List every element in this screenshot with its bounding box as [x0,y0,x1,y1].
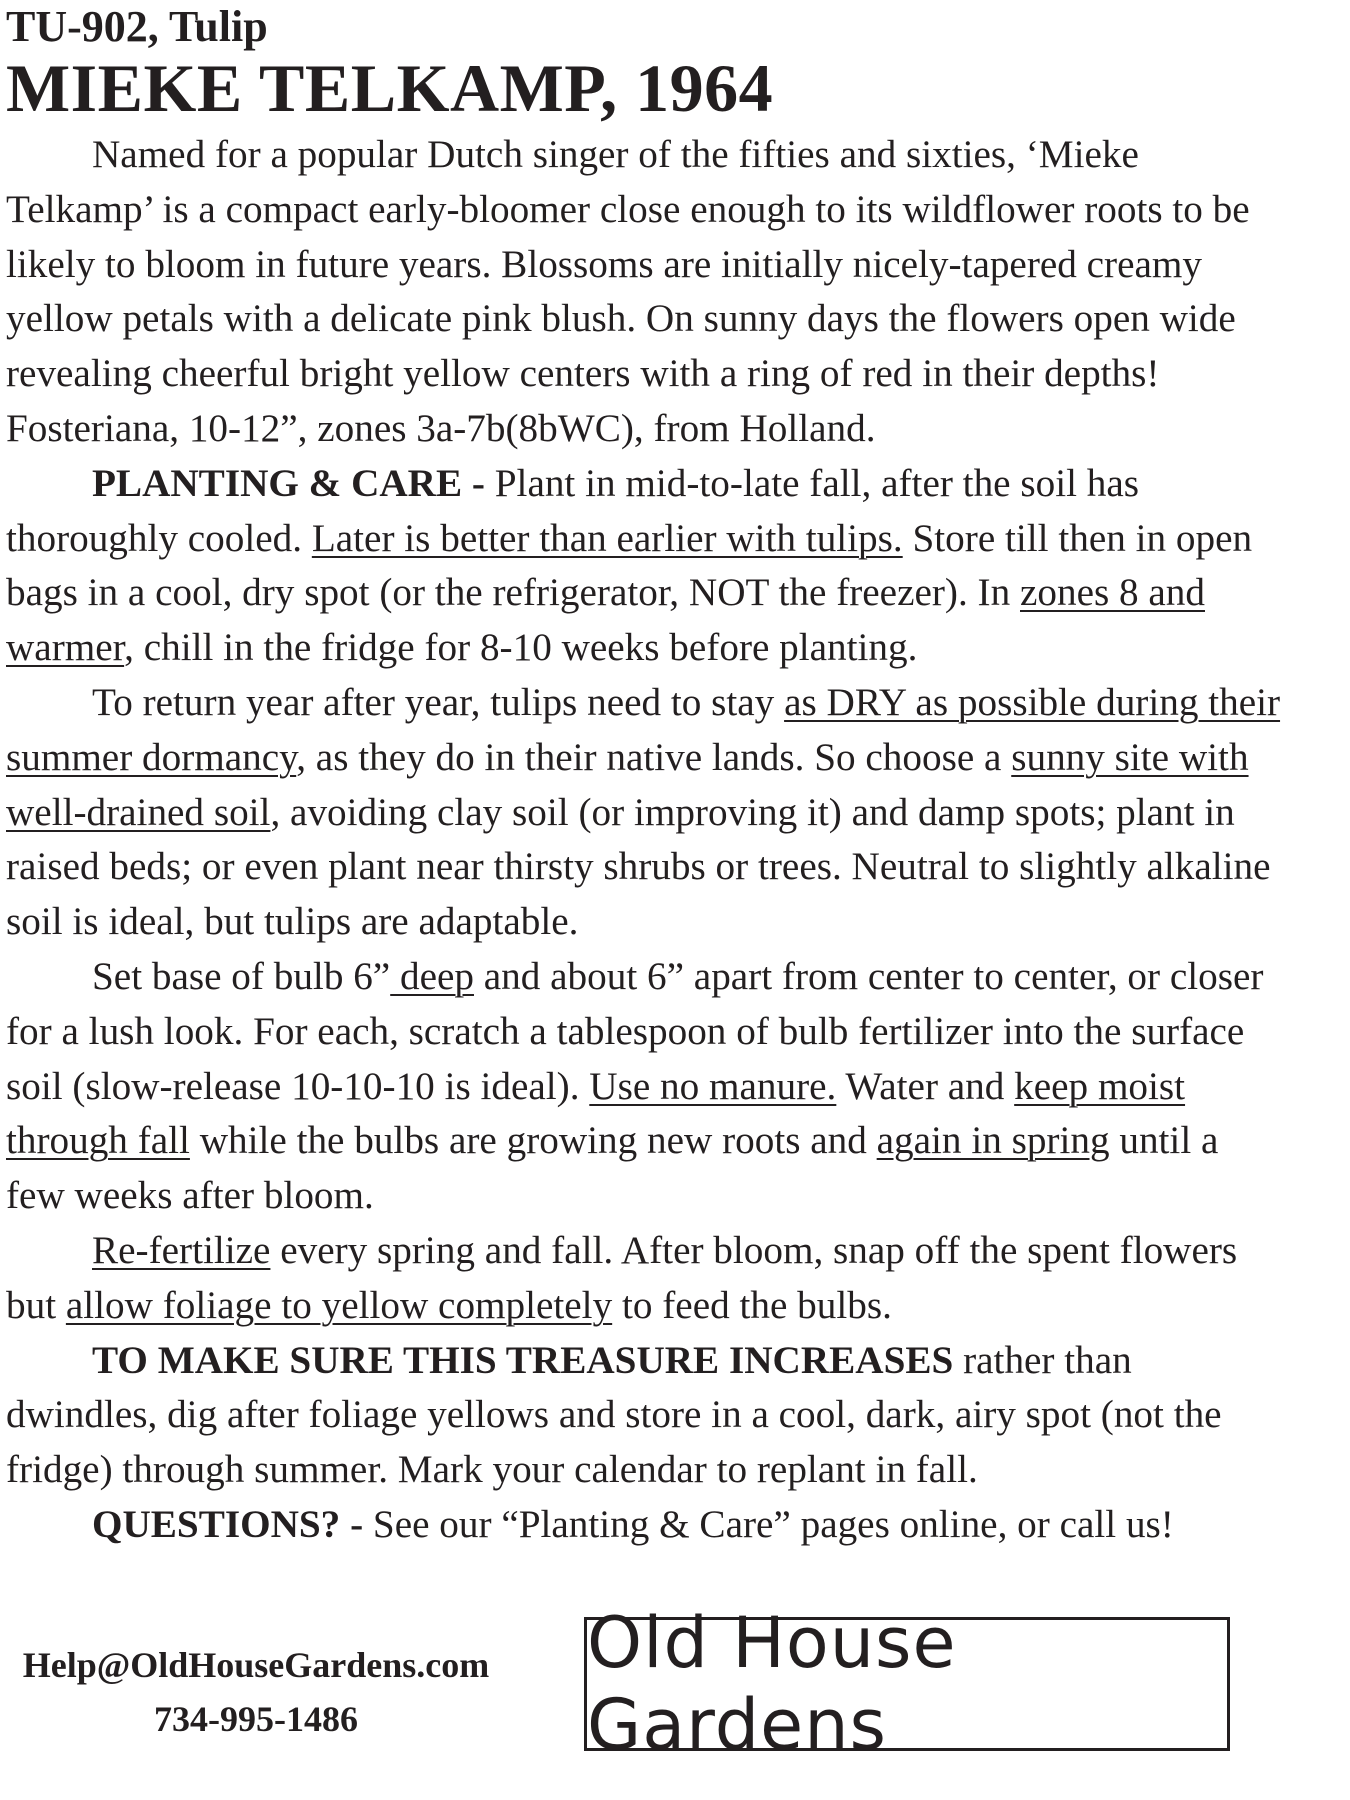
planting-paragraph [6,457,1286,676]
description-paragraph [6,128,1286,457]
dormancy-paragraph [6,676,1286,950]
product-code: TU-902, Tulip [6,2,268,51]
depth-text: while the bulbs are growing new roots and [189,1119,877,1163]
fertilize-emphasis: Re-fertilize [92,1228,271,1272]
fertilize-text: every spring and fall. After bloom, snap off the spent flowers but [6,1228,1238,1327]
planting-emphasis: Later is better than earlier with tulips. [311,516,903,560]
depth-emphasis: again in spring [876,1119,1110,1163]
questions-paragraph [6,1498,1286,1553]
depth-paragraph [6,950,1286,1224]
depth-emphasis: keep moist through fall [6,1064,1186,1163]
fertilize-text: to feed the bulbs. [612,1283,892,1327]
dormancy-text: , avoiding clay soil (or improving it) and damp spots; plant in raised beds; or even plant near thirsty shrubs or trees. Neutral to slightly alkaline soil is ideal, but tulips are adaptable. [6,790,1271,944]
planting-text: Store till then in open bags in a cool, dry spot (or the refrigerator, NOT the freezer). In [6,516,1253,615]
planting-heading: PLANTING & CARE - [92,461,485,505]
increase-text: rather than dwindles, dig after foliage yellows and store in a cool, dark, airy spot (not the fridge) through summer. Mark your calendar to replant in fall. [6,1338,1222,1492]
depth-text: until a few weeks after bloom. [6,1119,1219,1218]
variety-title: MIEKE TELKAMP, 1964 [6,50,774,126]
increase-paragraph [6,1334,1286,1498]
planting-emphasis: zones 8 and warmer [6,571,1205,670]
depth-emphasis: Use no manure. [589,1064,837,1108]
dormancy-text: , as they do in their native lands. So choose a [296,735,1012,779]
care-sheet [6,0,1286,1553]
contact-block [6,1638,506,1746]
increase-heading: TO MAKE SURE THIS TREASURE INCREASES [92,1338,954,1382]
depth-text: Water and [836,1064,1015,1108]
depth-text: Set base of bulb 6” [92,954,391,998]
description-text: Named for a popular Dutch singer of the fifties and sixties, ‘Mieke Telkamp’ is a compact early-bloomer close enough to its wildflower roots to be likely to bloom in future years. Blossoms are initially nicely-tapered creamy yellow petals with a delicate pink blush. On sunny days the flowers open wide revealing cheerful bright yellow centers with a ring of red in their depths! Fosteriana, 10-12”, zones 3a-7b(8bWC), from Holland. [6,133,1250,450]
phone-number[interactable]: 734-995-1486 [154,1699,358,1739]
questions-heading: QUESTIONS? - [92,1502,364,1546]
fertilize-emphasis: allow foliage to yellow completely [65,1283,613,1327]
dormancy-emphasis: as DRY as possible during their summer dormancy [6,680,1281,779]
planting-text: , chill in the fridge for 8-10 weeks before planting. [124,626,918,670]
questions-text: See our “Planting & Care” pages online, or call us! [363,1502,1174,1546]
depth-text: and about 6” apart from center to center, or closer for a lush look. For each, scratch a tablespoon of bulb fertilizer into the surface soil (slow-release 10-10-10 is ideal). [6,954,1264,1108]
fertilize-paragraph [6,1224,1286,1334]
dormancy-text: To return year after year, tulips need to stay [92,680,785,724]
dormancy-emphasis: sunny site with well-drained soil [6,735,1249,834]
planting-text: Plant in mid-to-late fall, after the soil has thoroughly cooled. [6,461,1140,560]
depth-emphasis: deep [390,954,474,998]
logo-text: Old House Gardens [587,1602,957,1766]
email-address[interactable]: Help@OldHouseGardens.com [22,1645,490,1685]
logo [584,1602,1230,1766]
